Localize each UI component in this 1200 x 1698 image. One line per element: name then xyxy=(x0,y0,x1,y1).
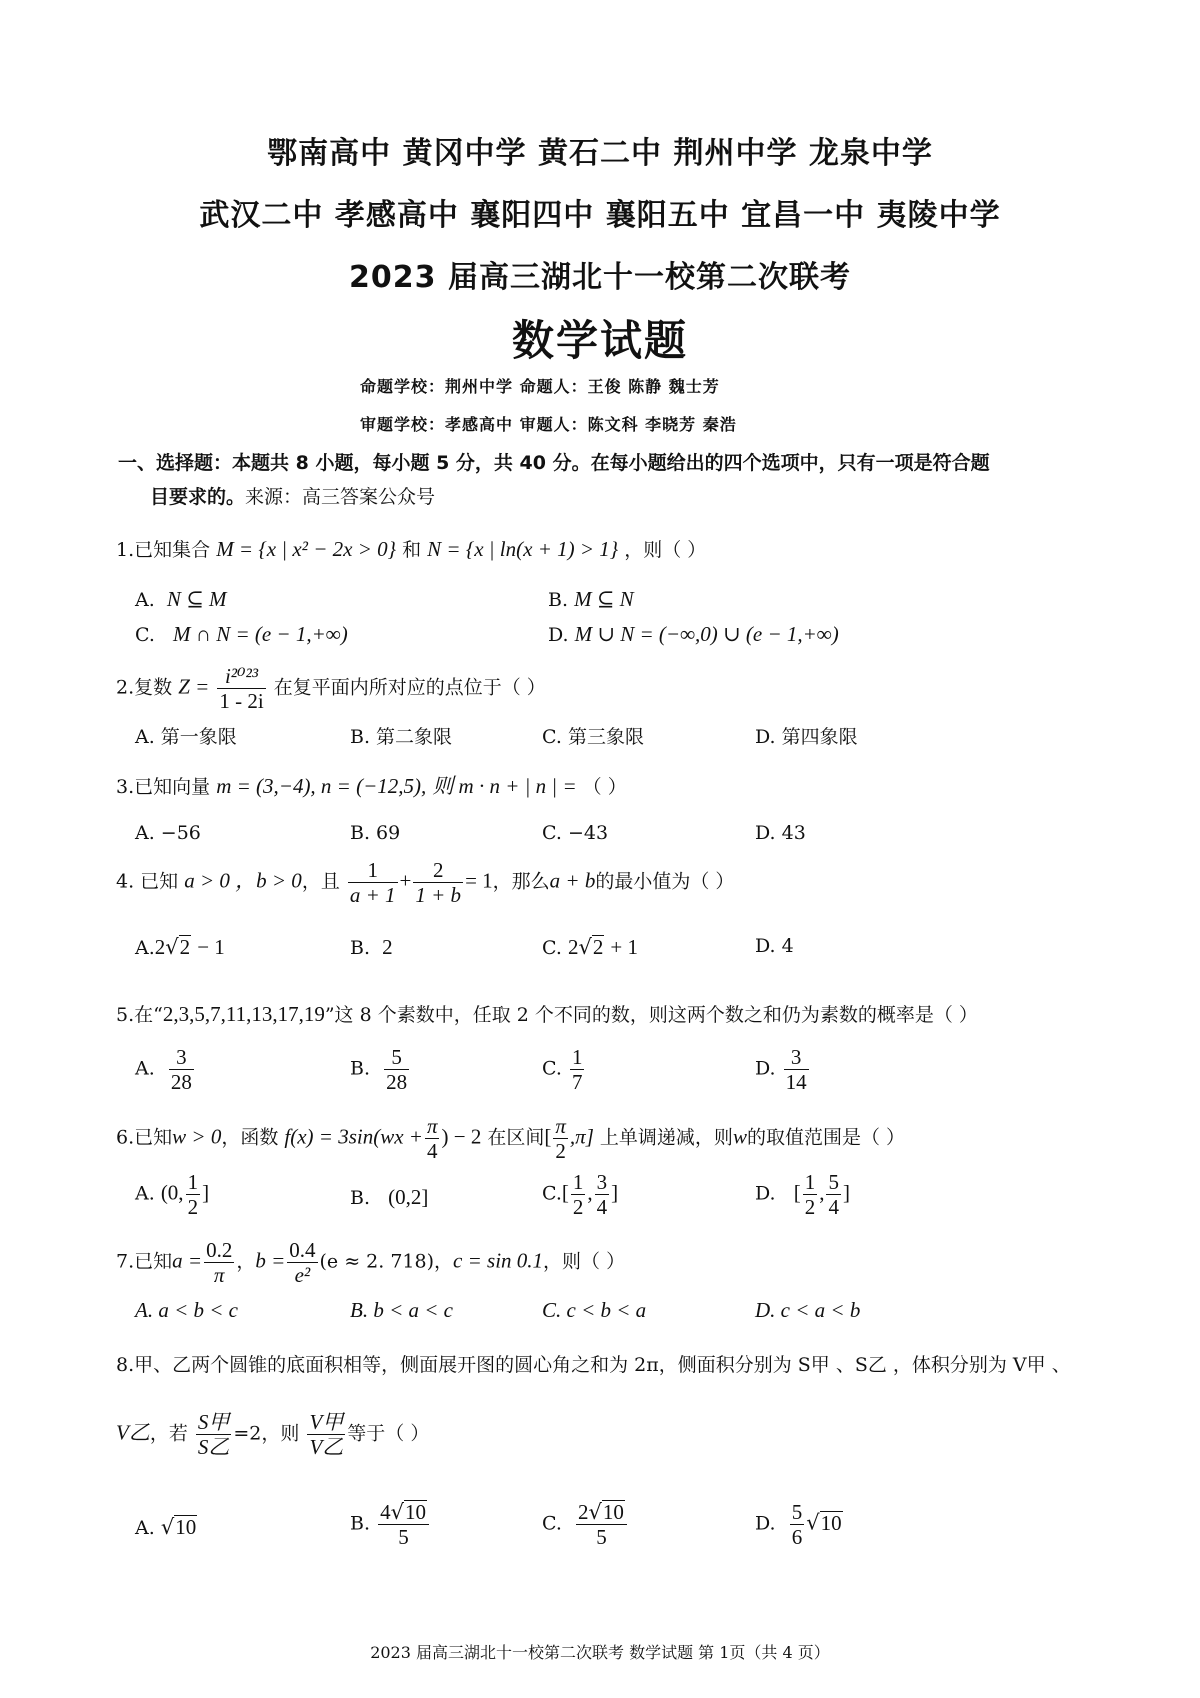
section-title-line-2 xyxy=(150,482,435,509)
q6-a-post: ] xyxy=(202,1180,210,1205)
q8-option-c xyxy=(542,1500,629,1549)
q7-sep: ， xyxy=(236,1250,256,1273)
q6-b-text: (0,2] xyxy=(388,1185,429,1209)
q8-ratio-2 xyxy=(307,1410,345,1459)
q3-option-a: A. −56 xyxy=(135,822,201,844)
question-6 xyxy=(116,1114,905,1163)
sqrt-icon: √ xyxy=(165,935,179,959)
q7-option-a: A. a < b < c xyxy=(135,1298,238,1322)
q6-int-den: 2 xyxy=(555,1139,566,1164)
q5-option-a xyxy=(135,1045,196,1094)
q1-set-m: M = {x | x² − 2x > 0} xyxy=(216,537,397,561)
q4-and: ，且 xyxy=(301,870,340,893)
q4-tail-pre: ，那么 xyxy=(492,870,550,893)
q1-b-text: M ⊆ N xyxy=(574,587,634,611)
q4-expr: a + b xyxy=(549,868,596,893)
q5-c-num: 1 xyxy=(571,1045,583,1069)
q6-pi-den: 4 xyxy=(426,1139,438,1164)
q6-c1-den: 2 xyxy=(572,1195,584,1220)
q7-e-note: (e ≈ 2. 718) xyxy=(319,1250,435,1273)
q1-option-d xyxy=(548,622,839,647)
q6-option-d xyxy=(755,1170,850,1219)
q6-a-fraction xyxy=(186,1170,201,1219)
q4-f1-num: 1 xyxy=(348,858,398,883)
q7-option-b: B. b < a < c xyxy=(350,1298,453,1322)
q6-int-fraction xyxy=(553,1114,568,1163)
q2-option-a: A. 第一象限 xyxy=(135,726,237,748)
q8-c-label: C. xyxy=(542,1512,562,1535)
q5-option-c xyxy=(542,1045,586,1094)
q8-b-radicand: 10 xyxy=(404,1500,426,1524)
q8-then: ，则 xyxy=(261,1422,300,1445)
q6-tail-pre: 上单调递减，则 xyxy=(599,1126,733,1149)
question-1 xyxy=(116,535,706,562)
q6-a-pre: (0, xyxy=(160,1180,184,1205)
q4-c-coef: 2 xyxy=(567,935,579,959)
q8-tail: 等于（ ） xyxy=(347,1422,430,1445)
q4-option-d: D. 4 xyxy=(755,935,794,957)
q8-r2-num: V甲 xyxy=(309,1410,344,1434)
q6-interval-pre: 在区间 xyxy=(487,1126,545,1149)
section-source: 来源：高三答案公众号 xyxy=(245,486,436,508)
q7-b-lhs: b = xyxy=(255,1248,286,1273)
q4-a-radicand: 2 xyxy=(179,935,191,959)
section-title-text: 目要求的。 xyxy=(150,486,246,508)
q6-int-open: [ xyxy=(544,1124,552,1149)
q5-a-num: 3 xyxy=(169,1045,194,1070)
q8-a-label: A. xyxy=(135,1517,155,1539)
sqrt-icon: √ xyxy=(588,1500,602,1524)
q4-a-coef: 2 xyxy=(154,935,166,959)
q1-conj: 和 xyxy=(402,539,422,561)
q4-option-b xyxy=(350,935,393,960)
q6-pi-num: π xyxy=(426,1114,438,1138)
q6-option-a xyxy=(135,1170,209,1219)
q8-r2-den: V乙 xyxy=(309,1435,344,1460)
question-5 xyxy=(116,1000,978,1027)
q4-f2-den: 1 + b xyxy=(415,883,462,908)
q1-option-c xyxy=(135,622,348,647)
question-8-line-2 xyxy=(116,1410,429,1459)
q4-c-radicand: 2 xyxy=(592,935,604,959)
q8-ratio-1 xyxy=(196,1410,232,1459)
q7-option-d: D. c < a < b xyxy=(755,1298,861,1322)
sqrt-icon: √ xyxy=(160,1515,175,1539)
q6-c-post: ] xyxy=(611,1180,619,1205)
q1-d-label: D. xyxy=(548,624,569,646)
q8-r1-den: S乙 xyxy=(197,1435,230,1460)
q2-lhs: Z = xyxy=(178,674,210,699)
q5-pre: 5.在“ xyxy=(116,1004,163,1026)
q1-option-b xyxy=(548,587,634,612)
q6-c-fraction-2 xyxy=(595,1170,610,1219)
q4-f2-num: 2 xyxy=(413,858,463,883)
q4-b-text: 2 xyxy=(382,935,393,959)
q5-d-label: D. xyxy=(755,1057,776,1080)
q5-a-fraction xyxy=(169,1045,194,1094)
q5-b-label: B. xyxy=(350,1057,371,1080)
q6-d1-num: 1 xyxy=(804,1170,816,1194)
q8-b-fraction xyxy=(378,1500,429,1549)
q6-d-post: ] xyxy=(842,1180,850,1205)
q7-label: 7.已知 xyxy=(116,1250,173,1273)
q5-c-fraction xyxy=(570,1045,585,1094)
schools-line-1: 鄂南高中 黄冈中学 黄石二中 荆州中学 龙泉中学 xyxy=(267,136,933,171)
q7-sep-2: ， xyxy=(434,1250,454,1273)
q1-label: 1.已知集合 xyxy=(116,539,211,561)
q6-c-label: C. xyxy=(542,1182,562,1205)
sqrt-icon: √ xyxy=(578,935,592,959)
q5-b-fraction xyxy=(384,1045,409,1094)
q8-a-radicand: 10 xyxy=(175,1515,197,1539)
q4-eq: = 1 xyxy=(465,868,493,893)
q7-b-den: e² xyxy=(294,1263,311,1288)
q6-d-fraction-2 xyxy=(826,1170,841,1219)
q7-a-lhs: a = xyxy=(172,1248,203,1273)
q2-den: 1 - 2i xyxy=(219,689,264,714)
question-3 xyxy=(116,770,627,800)
q6-c2-den: 4 xyxy=(596,1195,608,1220)
q5-option-b xyxy=(350,1045,411,1094)
q8-c-den: 5 xyxy=(596,1525,607,1550)
q5-b-num: 5 xyxy=(384,1045,409,1070)
q7-a-num: 0.2 xyxy=(206,1238,233,1262)
q3-tail: （ ） xyxy=(582,776,627,798)
q6-a-den: 2 xyxy=(187,1195,199,1220)
q4-fraction-2 xyxy=(413,858,463,907)
q6-cond: w > 0 xyxy=(172,1124,222,1149)
q6-d-label: D. xyxy=(755,1182,776,1205)
question-8-line-1: 8.甲、乙两个圆锥的底面积相等，侧面展开图的圆心角之和为 2π，侧面积分别为 S甲 、S乙 ，体积分别为 V甲 、 xyxy=(116,1354,1071,1376)
q5-a-den: 28 xyxy=(170,1070,192,1095)
q1-b-label: B. xyxy=(548,589,569,611)
q6-d-mid: , xyxy=(819,1180,825,1205)
q6-int-num: π xyxy=(555,1114,566,1138)
question-2 xyxy=(116,664,546,713)
q1-option-a xyxy=(135,587,226,612)
q6-option-b xyxy=(350,1185,428,1210)
q8-d-den: 6 xyxy=(791,1525,803,1550)
q1-tail: ，则（ ） xyxy=(624,539,707,561)
question-4 xyxy=(116,858,734,907)
q4-tail: 的最小值为（ ） xyxy=(595,870,735,893)
q4-plus: + xyxy=(399,868,412,893)
question-7 xyxy=(116,1238,625,1287)
q5-d-num: 3 xyxy=(784,1045,809,1070)
q2-option-c: C. 第三象限 xyxy=(542,726,644,748)
q6-func-pre: f(x) = 3sin(wx + xyxy=(284,1124,423,1149)
q1-a-text: N ⊆ M xyxy=(166,587,227,611)
q4-label: 4. 已知 xyxy=(116,870,179,893)
q8-b-label: B. xyxy=(350,1512,371,1535)
q8-option-b xyxy=(350,1500,431,1549)
q5-b-den: 28 xyxy=(386,1070,408,1095)
q6-c1-num: 1 xyxy=(572,1170,584,1194)
exam-name: 2023 届高三湖北十一校第二次联考 xyxy=(349,260,851,295)
q6-d-fraction-1 xyxy=(803,1170,818,1219)
q8-c-fraction xyxy=(576,1500,627,1549)
q5-option-d xyxy=(755,1045,811,1094)
q3-vectors: m = (3,−4), n = (−12,5), xyxy=(216,774,427,798)
q8-c-radicand: 10 xyxy=(602,1500,624,1524)
q5-c-label: C. xyxy=(542,1057,562,1080)
q4-cond: a > 0 ，b > 0 xyxy=(184,868,302,893)
q7-option-c: C. c < b < a xyxy=(542,1298,647,1322)
q2-option-d: D. 第四象限 xyxy=(755,726,858,748)
q8-v-yi: V乙 xyxy=(116,1420,150,1445)
q7-b-num: 0.4 xyxy=(289,1238,316,1262)
q6-c-pre: [ xyxy=(561,1180,569,1205)
q4-option-a xyxy=(135,935,225,960)
q6-b-label: B. xyxy=(350,1187,371,1209)
q5-d-fraction xyxy=(784,1045,809,1094)
q3-ask: 则 m · n + | n | = xyxy=(432,774,577,798)
q6-d2-num: 5 xyxy=(828,1170,839,1194)
q6-int-close: ,π] xyxy=(569,1124,594,1149)
q7-a-fraction xyxy=(204,1238,234,1287)
q6-tail: 的取值范围是（ ） xyxy=(746,1126,905,1149)
sqrt-icon: √ xyxy=(806,1510,820,1535)
sqrt-icon: √ xyxy=(390,1500,404,1524)
q7-c-expr: c = sin 0.1 xyxy=(453,1248,544,1273)
q6-a-num: 1 xyxy=(187,1170,199,1194)
schools-line-2: 武汉二中 孝感高中 襄阳四中 襄阳五中 宜昌一中 夷陵中学 xyxy=(199,198,1001,233)
q8-b-coef: 4 xyxy=(380,1500,391,1524)
q2-label: 2.复数 xyxy=(116,676,173,699)
q4-c-post: + 1 xyxy=(610,935,638,959)
q4-a-post: − 1 xyxy=(197,935,225,959)
setter-line: 命题学校：荆州中学 命题人：王俊 陈静 魏士芳 xyxy=(360,377,720,396)
q1-set-n: N = {x | ln(x + 1) > 1} xyxy=(427,537,619,561)
section-title-line-1: 一、选择题：本题共 8 小题，每小题 5 分，共 40 分。在每小题给出的四个选项中，只有一项是符合题 xyxy=(118,452,990,474)
q6-var: w xyxy=(732,1124,747,1149)
q2-num: i²⁰²³ xyxy=(217,664,265,689)
q2-tail: 在复平面内所对应的点位于（ ） xyxy=(273,676,546,699)
q5-c-den: 7 xyxy=(571,1070,583,1095)
q8-d-num: 5 xyxy=(791,1500,803,1524)
q8-r1-eq: =2 xyxy=(233,1422,262,1445)
q6-pi-fraction xyxy=(425,1114,440,1163)
q4-f1-den: a + 1 xyxy=(349,883,396,908)
q8-if: ，若 xyxy=(149,1422,188,1445)
q5-primes: 2,3,5,7,11,13,17,19 xyxy=(162,1002,325,1026)
q3-option-b: B. 69 xyxy=(350,822,401,844)
q5-post: ”这 8 个素数中，任取 2 个不同的数，则这两个数之和仍为素数的概率是（ ） xyxy=(324,1004,978,1026)
q8-option-d xyxy=(755,1500,843,1549)
q6-label: 6.已知 xyxy=(116,1126,173,1149)
q1-c-text: M ∩ N = (e − 1,+∞) xyxy=(173,622,348,646)
q6-a-label: A. xyxy=(135,1182,155,1205)
q6-mid: ，函数 xyxy=(221,1126,279,1149)
q8-d-fraction xyxy=(790,1500,805,1549)
q1-c-label: C. xyxy=(135,624,155,646)
q4-c-label: C. xyxy=(542,937,562,959)
q3-label: 3.已知向量 xyxy=(116,776,211,798)
q4-b-label: B. xyxy=(350,937,371,959)
q6-c-fraction-1 xyxy=(571,1170,586,1219)
q5-a-label: A. xyxy=(135,1057,155,1080)
q8-d-label: D. xyxy=(755,1512,776,1535)
q6-d-pre: [ xyxy=(793,1180,801,1205)
q6-c-mid: , xyxy=(587,1180,593,1205)
reviewer-line: 审题学校：孝感高中 审题人：陈文科 李晓芳 秦浩 xyxy=(360,415,737,434)
q7-b-fraction xyxy=(287,1238,317,1287)
q8-b-den: 5 xyxy=(398,1525,409,1550)
q6-func-post: ) − 2 xyxy=(441,1124,482,1149)
q8-c-coef: 2 xyxy=(578,1500,589,1524)
q3-option-c: C. −43 xyxy=(542,822,609,844)
q1-d-text: M ∪ N = (−∞,0) ∪ (e − 1,+∞) xyxy=(574,622,839,646)
q6-option-c xyxy=(542,1170,618,1219)
q6-d2-den: 4 xyxy=(828,1195,839,1220)
subject-title: 数学试题 xyxy=(511,316,688,365)
q6-d1-den: 2 xyxy=(804,1195,816,1220)
q8-r1-num: S甲 xyxy=(197,1410,230,1434)
q4-fraction-1 xyxy=(348,858,398,907)
q2-option-b: B. 第二象限 xyxy=(350,726,453,748)
q8-d-radicand: 10 xyxy=(820,1510,842,1535)
q8-option-a xyxy=(135,1515,197,1539)
q7-a-den: π xyxy=(213,1263,225,1288)
q5-d-den: 14 xyxy=(785,1070,807,1095)
q6-c2-num: 3 xyxy=(596,1170,608,1194)
q4-a-label: A. xyxy=(135,937,155,959)
q1-a-label: A. xyxy=(135,589,155,611)
q4-option-c xyxy=(542,935,638,960)
q3-option-d: D. 43 xyxy=(755,822,806,844)
q7-tail: ，则（ ） xyxy=(543,1250,626,1273)
q2-fraction xyxy=(217,664,265,713)
page-footer: 2023 届高三湖北十一校第二次联考 数学试题 第 1页（共 4 页） xyxy=(370,1643,830,1662)
